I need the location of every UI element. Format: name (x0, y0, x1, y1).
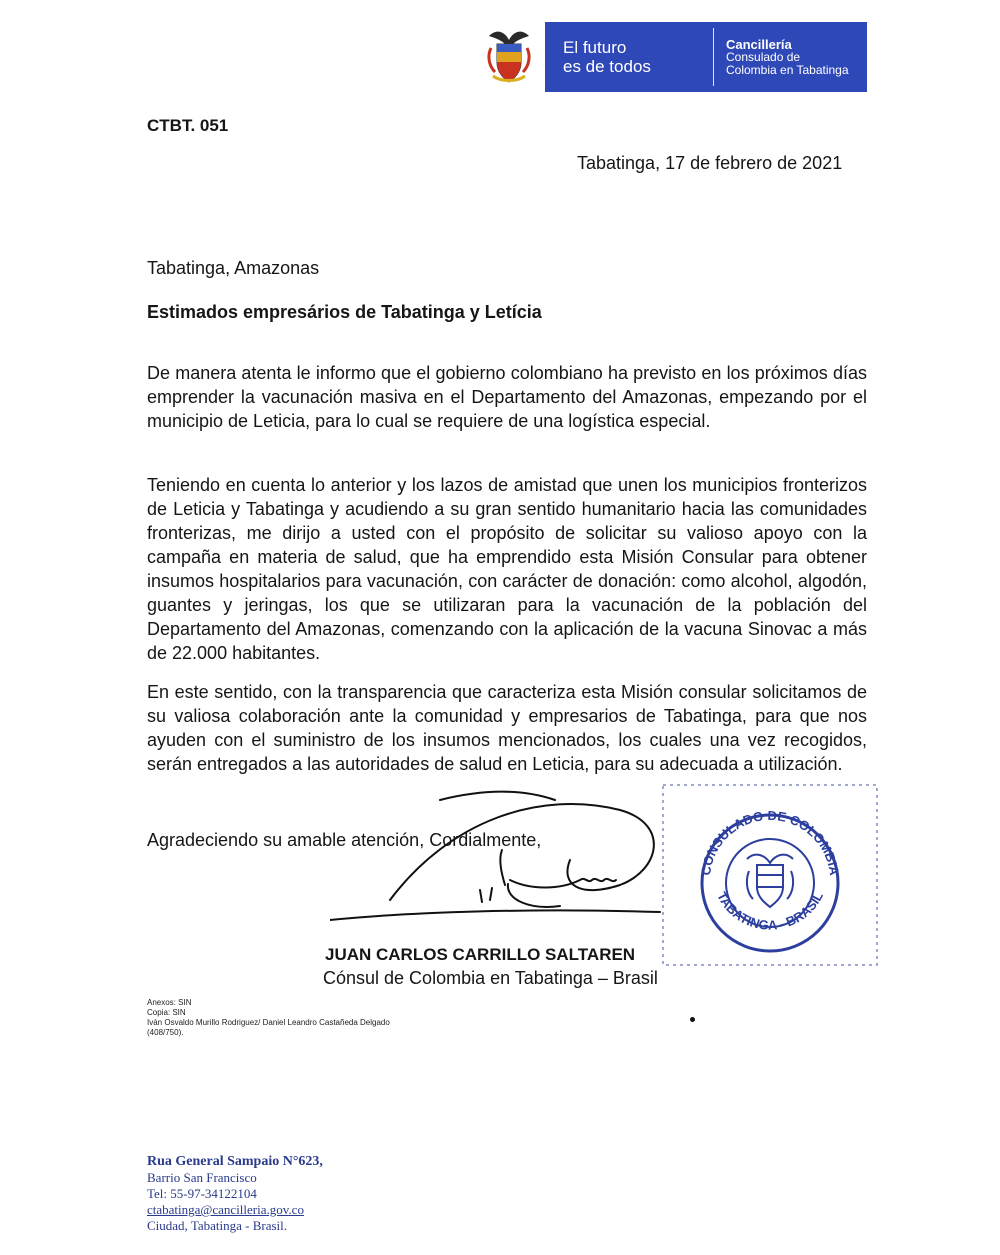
letter-date: Tabatinga, 17 de febrero de 2021 (577, 153, 843, 173)
entity-line-1: Cancillería (726, 36, 792, 52)
footer-city: Ciudad, Tabatinga - Brasil. (147, 1218, 288, 1233)
reference-number: CTBT. 051 (147, 116, 229, 135)
banner-divider (713, 28, 714, 86)
closing-line: Agradeciendo su amable atención, Cordialmente, (147, 830, 542, 850)
footer-address: Rua General Sampaio N°623, (147, 1154, 323, 1169)
seal-bottom-text: TABATINGA - BRASIL (714, 889, 826, 933)
seal-top-text: CONSULADO DE COLOMBIA (698, 807, 842, 877)
ink-dot (690, 1017, 695, 1022)
paragraph-2: Teniendo en cuenta lo anterior y los lazos de amistad que unen los municipios fronterizos de Leticia y Tabatinga y acudiendo a su gran sentido humanitario hacia las comunidades fronterizas, me dirijo a usted con el propósito de solicitar su valioso apoyo con la campaña en materia de salud, que ha emprendido esta Misión Consular para obtener insumos hospitalarios para vacunación, con carácter de donación: como alcohol, algodón, guantes y jeringas, los que se utilizaran para la vacunación de la población del Departamento del Amazonas, comenzando con la aplicación de la vacuna Sinovac a más de 22.000 habitantes. (147, 475, 867, 663)
entity-line-2: Consulado de (726, 49, 801, 64)
signer-title: Cónsul de Colombia en Tabatinga – Brasil (323, 968, 658, 988)
file-code-line: (408/750). (147, 1028, 184, 1037)
footer-phone: Tel: 55-97-34122104 (147, 1186, 257, 1201)
slogan-line-2: es de todos (563, 57, 651, 76)
signer-name: JUAN CARLOS CARRILLO SALTAREN (325, 945, 636, 964)
handwritten-signature (330, 780, 690, 930)
entity-line-3: Colombia en Tabatinga (726, 62, 849, 77)
annex-block (147, 998, 390, 1038)
colombia-coat-of-arms-icon (483, 26, 535, 86)
institution-banner (545, 22, 867, 92)
greeting: Estimados empresários de Tabatinga y Letícia (147, 302, 542, 322)
annex-line: Anexos: SIN (147, 998, 192, 1007)
slogan-line-1: El futuro (563, 38, 627, 57)
copy-line: Copia: SIN (147, 1008, 186, 1017)
svg-text:TABATINGA - BRASIL (714, 889, 826, 932)
prepared-by-line: Iván Osvaldo Murillo Rodriguez/ Daniel Leandro Castañeda Delgado (147, 1018, 390, 1027)
footer-neighborhood: Barrio San Francisco (147, 1170, 257, 1185)
entity-name (714, 38, 849, 77)
slogan (545, 38, 713, 76)
recipient-place: Tabatinga, Amazonas (147, 258, 320, 278)
seal-crest-icon (747, 855, 793, 907)
paragraph-1: De manera atenta le informo que el gobierno colombiano ha previsto en los próximos días emprender la vacunación masiva en el Departamento del Amazonas, empezando por el municipio de Leticia, para lo cual se requiere de una logística especial. (147, 363, 867, 431)
paragraph-3: En este sentido, con la transparencia que caracteriza esta Misión consular solicitamos de su valiosa colaboración ante la comunidad y empresarios de Tabatinga, para que nos ayuden con el suministro de los insumos mencionados, los cuales una vez recogidos, serán entregados a las autoridades de salud en Leticia, para su adecuada a utilización. (147, 682, 867, 774)
svg-text:CONSULADO DE COLOMBIA (698, 808, 842, 877)
footer-email-link[interactable]: ctabatinga@cancilleria.gov.co (147, 1202, 304, 1217)
footer-contact (147, 1154, 323, 1234)
